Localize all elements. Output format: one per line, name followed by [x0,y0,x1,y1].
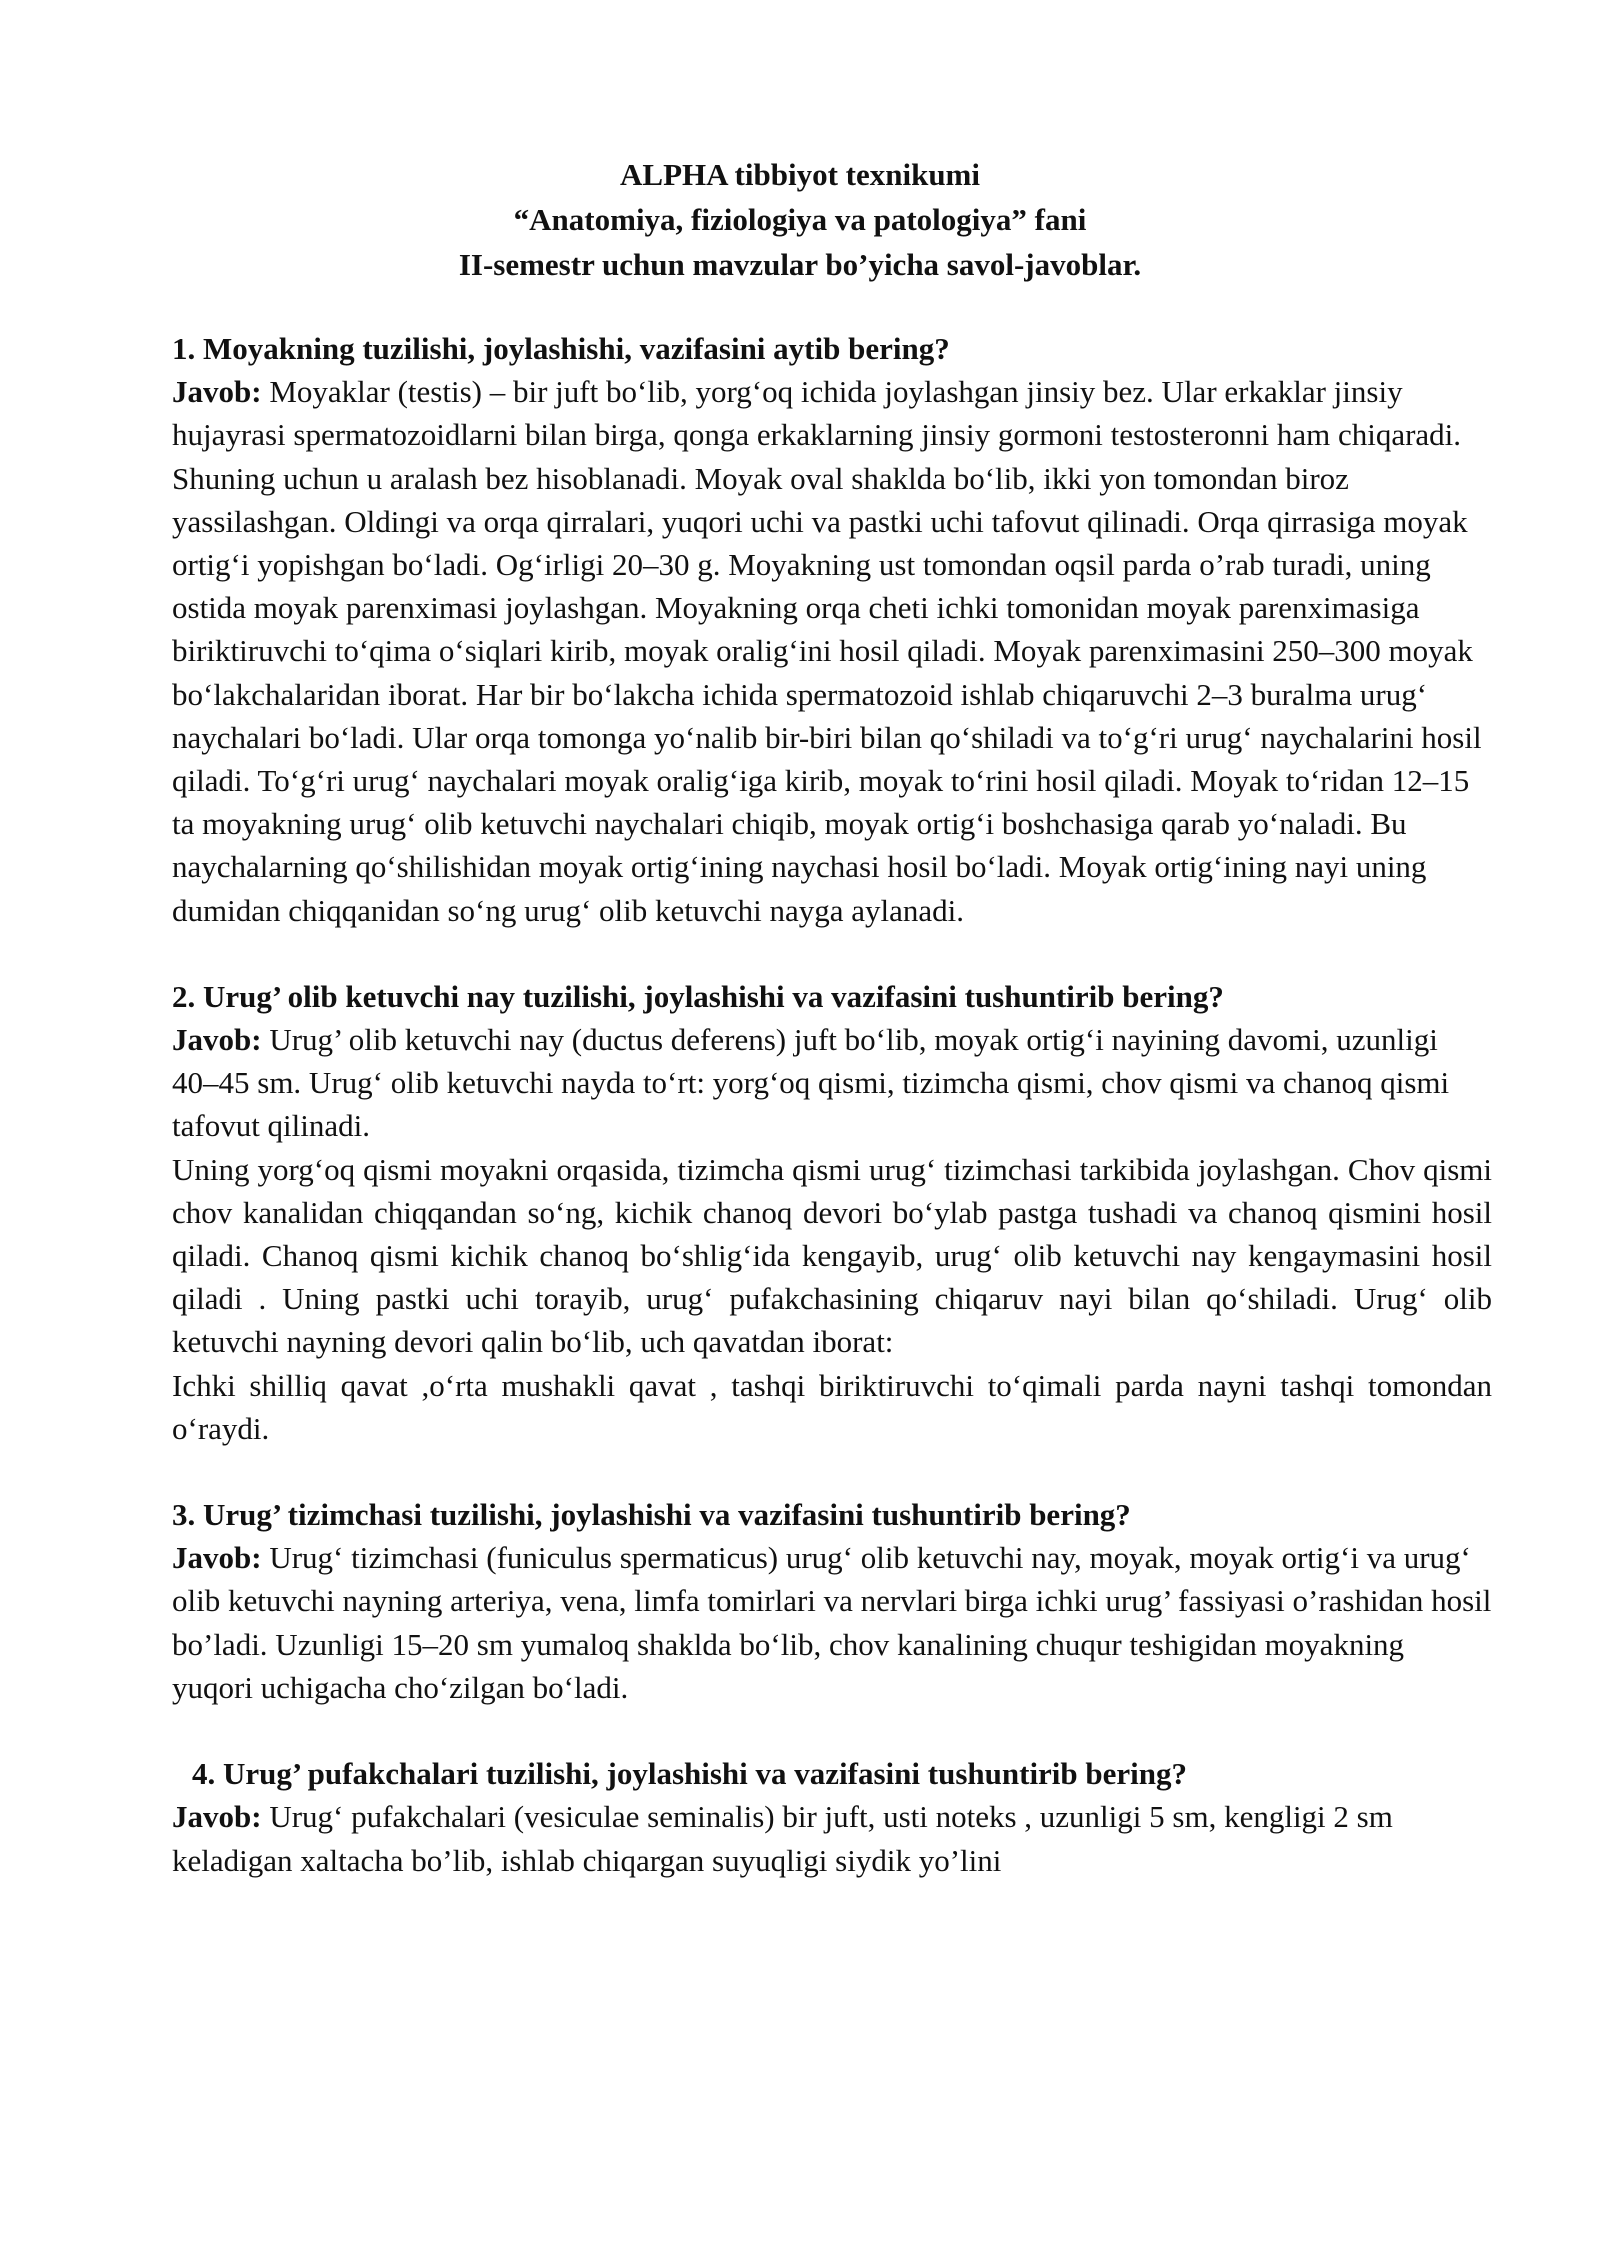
answer-3-text: Urug‘ tizimchasi (funiculus spermaticus) urug‘ olib ketuvchi nay, moyak, moyak ortig‘i va urug‘ olib ketuvchi nayning arteriya, vena, limfa tomirlari va nervlari birga ichki urug’ fassiyasi o’rashidan hosil bo’ladi. Uzunligi 15–20 sm yumaloq shaklda bo‘lib, chov kanalining chuqur teshigidan moyakning yuqori uchigacha cho‘zilgan bo‘ladi. [172,1540,1492,1705]
subject-title: “Anatomiya, fiziologiya va patologiya” fani [513,202,1087,237]
answer-2-paragraph-3: Ichki shilliq qavat ,o‘rta mushakli qavat , tashqi biriktiruvchi to‘qimali parda nayni tashqi tomondan o‘raydi. [172,1367,1492,1446]
answer-4 [172,1795,1492,1881]
question-2: 2. Urug’ olib ketuvchi nay tuzilishi, joylashishi va vazifasini tushuntirib bering? [172,978,1224,1014]
answer-2 [172,1018,1492,1148]
question-3: 3. Urug’ tizimchasi tuzilishi, joylashishi va vazifasini tushuntirib bering? [172,1497,1131,1533]
question-4: 4. Urug’ pufakchalari tuzilishi, joylashishi va vazifasini tushuntirib bering? [192,1756,1188,1792]
answer-label: Javob: [172,1799,262,1835]
section-gap [172,1450,1492,1493]
institution-title: ALPHA tibbiyot texnikumi [620,157,980,192]
answer-2-paragraph-2: Uning yorg‘oq qismi moyakni orqasida, tizimcha qismi urug‘ tizimchasi tarkibida joylashgan. Chov qismi chov kanalidan chiqqandan so‘ng, kichik chanoq devori bo‘ylab pastga tushadi va chanoq qismini hosil qiladi. Chanoq qismi kichik chanoq bo‘shlig‘ida kengayib, urug‘ olib ketuvchi nay kengaymasini hosil qiladi . Uning pastki uchi torayib, urug‘ pufakchasining chiqaruv nayi bilan qo‘shiladi. Urug‘ olib ketuvchi nayning devori qalin bo‘lib, uch qavatdan iborat: [172,1151,1492,1360]
semester-title: II-semestr uchun mavzular bo’yicha savol-javoblar. [458,247,1142,282]
answer-4-text: Urug‘ pufakchalari (vesiculae seminalis) bir juft, usti noteks , uzunligi 5 sm, kengligi 2 sm keladigan xaltacha bo’lib, ishlab chiqargan suyuqligi siydik yo’lini [172,1799,1393,1878]
section-gap [172,1709,1492,1752]
answer-label: Javob: [172,374,262,410]
answer-3 [172,1536,1492,1709]
answer-2-text: Urug’ olib ketuvchi nay (ductus deferens) juft bo‘lib, moyak ortig‘i nayining davomi, uzunligi 40–45 sm. Urug‘ olib ketuvchi nayda to‘rt: yorg‘oq qismi, tizimcha qismi, chov qismi va chanoq qismi tafovut qilinadi. [172,1022,1450,1144]
answer-label: Javob: [172,1540,262,1576]
answer-1-text: Moyaklar (testis) – bir juft bo‘lib, yorg‘oq ichida joylashgan jinsiy bez. Ular erkaklar jinsiy hujayrasi spermatozoidlarni bilan birga, qonga erkaklarning jinsiy gormoni testosteronni ham chiqaradi. Shuning uchun u aralash bez hisoblanadi. Moyak oval shaklda bo‘lib, ikki yon tomondan biroz yassilashgan. Oldingi va orqa qirralari, yuqori uchi va pastki uchi tafovut qilinadi. Orqa qirrasiga moyak ortig‘i yopishgan bo‘ladi. Og‘irligi 20–30 g. Moyakning ust tomondan oqsil parda o’rab turadi, uning ostida moyak parenximasi joylashgan. Moyakning orqa cheti ichki tomonidan moyak parenximasiga biriktiruvchi to‘qima o‘siqlari kirib, moyak oralig‘ini hosil qiladi. Moyak parenximasini 250–300 moyak bo‘lakchalaridan iborat. Har bir bo‘lakcha ichida spermatozoid ishlab chiqaruvchi 2–3 buralma urug‘ naychalari bo‘ladi. Ular orqa tomonga yo‘nalib bir-biri bilan qo‘shiladi va to‘g‘ri urug‘ naychalarini hosil qiladi. To‘g‘ri urug‘ naychalari moyak oralig‘iga kirib, moyak to‘rini hosil qiladi. Moyak to‘ridan 12–15 ta moyakning urug‘ olib ketuvchi naychalari chiqib, moyak ortig‘i boshchasiga qarab yo‘naladi. Bu naychalarning qo‘shilishidan moyak ortig‘ining naychasi hosil bo‘ladi. Moyak ortig‘ining nayi uning dumidan chiqqanidan so‘ng urug‘ olib ketuvchi nayga aylanadi. [172,374,1482,928]
question-1: 1. Moyakning tuzilishi, joylashishi, vazifasini aytib bering? [172,331,950,366]
document-body [172,327,1492,1882]
answer-1 [172,370,1492,932]
answer-label: Javob: [172,1022,262,1058]
section-gap [172,932,1492,975]
document-header [0,152,1600,287]
